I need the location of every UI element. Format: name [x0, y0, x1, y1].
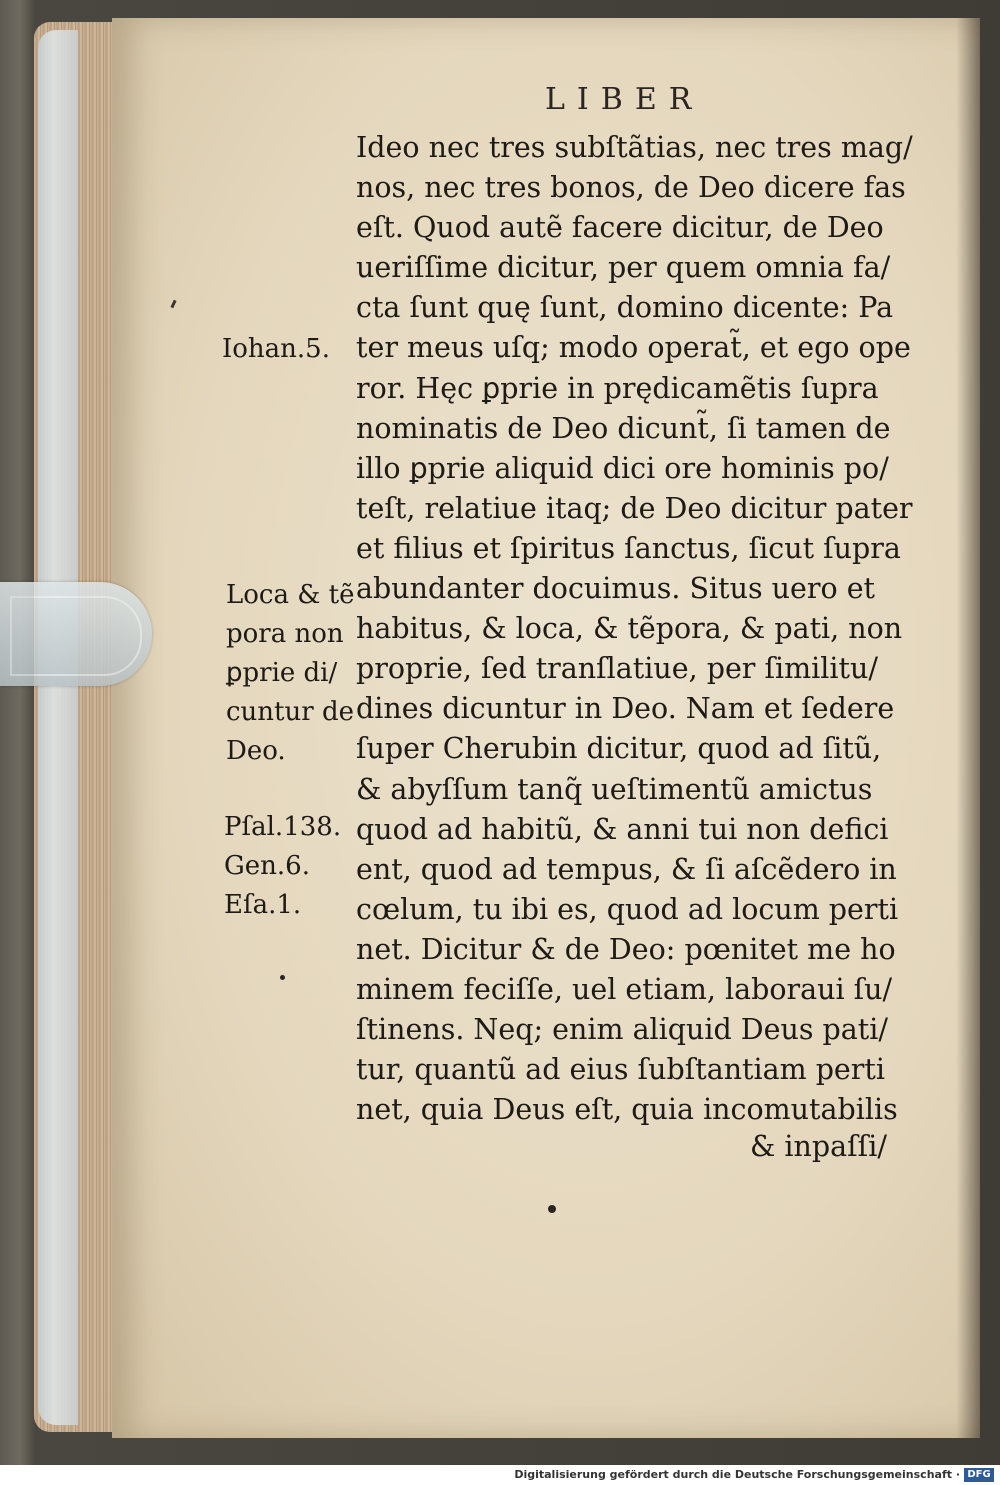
- clip-tab-inner: [10, 596, 142, 676]
- dfg-logo: DFG: [964, 1468, 994, 1482]
- text-line: ent, quod ad tempus, & ſi aſcẽdero in: [356, 852, 897, 886]
- marginal-note-line: Gen.6.: [224, 851, 310, 881]
- text-line: Ideo nec tres subſtãtias, nec tres mag/: [356, 131, 913, 164]
- text-line: minem feciſſe, uel etiam, laboraui ſu/: [356, 972, 893, 1006]
- text-line: nos, nec tres bonos, de Deo dicere fas: [356, 171, 906, 205]
- marginal-note-line: Deo.: [226, 736, 286, 766]
- marginal-note-johan: [222, 330, 352, 369]
- text-line: proprie, ſed tranſlatiue, per ſimilitu/: [356, 652, 878, 686]
- marginal-note-line: Loca & tẽ: [226, 580, 355, 610]
- text-line: abundanter docuimus. Situs uero et: [356, 572, 876, 606]
- marginal-note-line: Eſa.1.: [224, 890, 302, 920]
- text-line: cta ſunt quę ſunt, domino dicente: Pa: [356, 291, 894, 325]
- cover-edge: [38, 30, 78, 1425]
- text-line: cœlum, tu ibi es, quod ad locum perti: [356, 892, 899, 926]
- ink-dot: [280, 975, 285, 980]
- marginal-note-line: pora non: [226, 619, 344, 649]
- body-text: [356, 128, 926, 1130]
- footer-bar: [0, 1465, 1000, 1485]
- footer-credit: Digitalisierung gefördert durch die Deutsche Forschungsgemeinschaft ·: [514, 1468, 960, 1481]
- running-head: LIBER: [545, 82, 704, 117]
- text-line: ueriſſime dicitur, per quem omnia fa/: [356, 251, 891, 285]
- ink-dot: [548, 1205, 556, 1213]
- text-line: et filius et ſpiritus ſanctus, ſicut ſupra: [356, 531, 901, 565]
- text-line: habitus, & loca, & tẽpora, & pati, non: [356, 612, 903, 646]
- catchword: & inpaſſi/: [750, 1130, 887, 1163]
- text-line: quod ad habitũ, & anni tui non defici: [356, 812, 889, 846]
- marginal-note-line: Pſal.138.: [224, 812, 342, 842]
- gutter-shadow: [956, 18, 980, 1438]
- marginal-note-line: cuntur de: [226, 697, 354, 727]
- text-line: net. Dicitur & de Deo: pœnitet me ho: [356, 932, 896, 966]
- text-line: nominatis de Deo dicunt̃, ſi tamen de: [356, 411, 891, 445]
- text-line: eſt. Quod autẽ facere dicitur, de Deo: [356, 211, 884, 245]
- marginal-note-line: Iohan.5.: [222, 334, 330, 364]
- marginal-note-line: ꝑprie di/: [226, 658, 338, 688]
- text-line: teſt, relatiue itaq; de Deo dicitur pater: [356, 491, 913, 525]
- marginal-note-loca: [226, 576, 356, 771]
- text-line: dines dicuntur in Deo. Nam et ſedere: [356, 692, 895, 726]
- text-line: ror. Hęc ꝑprie in prędicamẽtis ſupra: [356, 371, 879, 405]
- text-line: & abyſſum tanq̃ ueſtimentũ amictus: [356, 772, 873, 806]
- marginal-note-refs: [224, 808, 354, 925]
- text-line: ter meus uſq; modo operat̃, et ego ope: [356, 331, 911, 365]
- text-line: ſtinens. Neq; enim aliquid Deus pati/: [356, 1013, 888, 1047]
- clip-tab: [0, 582, 152, 686]
- text-line: net, quia Deus eſt, quia incomutabilis: [356, 1093, 898, 1127]
- text-line: ſuper Cherubin dicitur, quod ad ſitũ,: [356, 732, 882, 766]
- text-line: illo ꝑprie aliquid dici ore hominis po/: [356, 451, 889, 485]
- text-line: tur, quantũ ad eius ſubſtantiam perti: [356, 1053, 885, 1087]
